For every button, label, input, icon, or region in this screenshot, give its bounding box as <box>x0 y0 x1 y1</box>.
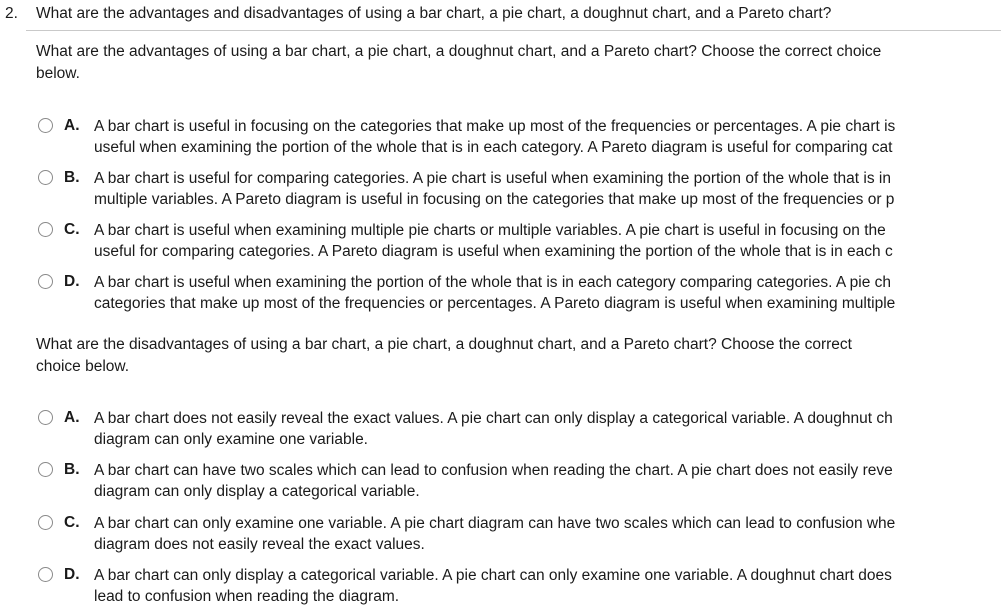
option-letter: C. <box>64 221 80 238</box>
option-text <box>94 220 1001 262</box>
option-text <box>94 513 1001 555</box>
disadvantages-prompt-line: choice below. <box>36 358 130 375</box>
option-text-line: A bar chart can only display a categorical variable. A pie chart can only examine one variable. A doughnut chart does <box>94 567 892 584</box>
option-text <box>94 460 1001 502</box>
radio-button[interactable] <box>38 274 53 289</box>
option-text-line: diagram can only examine one variable. <box>94 431 368 448</box>
radio-button[interactable] <box>38 515 53 530</box>
disadvantages-option-a[interactable] <box>38 408 1001 456</box>
option-text <box>94 168 1001 210</box>
option-letter: B. <box>64 461 80 478</box>
option-letter: D. <box>64 273 80 290</box>
radio-button[interactable] <box>38 462 53 477</box>
question-number: 2. <box>5 5 18 22</box>
option-text-line: categories that make up most of the frequencies or percentages. A Pareto diagram is useful when examining multiple <box>94 295 896 312</box>
divider <box>26 30 1001 31</box>
option-text-line: A bar chart is useful for comparing categories. A pie chart is useful when examining the portion of the whole that is in <box>94 170 891 187</box>
option-letter: D. <box>64 566 80 583</box>
advantages-prompt-line: below. <box>36 65 80 82</box>
disadvantages-prompt-line: What are the disadvantages of using a bar chart, a pie chart, a doughnut chart, and a Pareto chart? Choose the correct <box>36 336 852 353</box>
option-letter: A. <box>64 117 80 134</box>
option-text-line: multiple variables. A Pareto diagram is useful in focusing on the categories that make up most of the frequencies or p <box>94 191 895 208</box>
radio-button[interactable] <box>38 567 53 582</box>
advantages-prompt <box>36 41 996 85</box>
option-letter: A. <box>64 409 80 426</box>
option-letter: C. <box>64 514 80 531</box>
option-text <box>94 408 1001 450</box>
option-text-line: A bar chart is useful when examining the portion of the whole that is in each category comparing categories. A pie ch <box>94 274 891 291</box>
question-title: What are the advantages and disadvantages of using a bar chart, a pie chart, a doughnut chart, and a Pareto chart? <box>36 5 832 22</box>
advantages-option-b[interactable] <box>38 168 1001 216</box>
disadvantages-option-c[interactable] <box>38 513 1001 561</box>
radio-button[interactable] <box>38 170 53 185</box>
radio-button[interactable] <box>38 410 53 425</box>
option-text <box>94 565 1001 607</box>
advantages-option-a[interactable] <box>38 116 1001 164</box>
disadvantages-option-b[interactable] <box>38 460 1001 508</box>
option-text-line: diagram does not easily reveal the exact values. <box>94 536 425 553</box>
advantages-prompt-line: What are the advantages of using a bar chart, a pie chart, a doughnut chart, and a Pareto chart? Choose the correct choice <box>36 43 882 60</box>
option-text-line: A bar chart does not easily reveal the exact values. A pie chart can only display a categorical variable. A doughnut ch <box>94 410 893 427</box>
radio-button[interactable] <box>38 222 53 237</box>
option-text <box>94 116 1001 158</box>
option-text <box>94 272 1001 314</box>
option-text-line: A bar chart is useful in focusing on the categories that make up most of the frequencies or percentages. A pie chart is <box>94 118 896 135</box>
option-text-line: A bar chart is useful when examining multiple pie charts or multiple variables. A pie chart is useful in focusing on the <box>94 222 886 239</box>
option-text-line: useful for comparing categories. A Pareto diagram is useful when examining the portion of the whole that is in each c <box>94 243 893 260</box>
option-text-line: diagram can only display a categorical variable. <box>94 483 420 500</box>
option-text-line: lead to confusion when reading the diagram. <box>94 588 400 605</box>
option-text-line: useful when examining the portion of the whole that is in each category. A Pareto diagram is useful for comparing cat <box>94 139 893 156</box>
advantages-option-c[interactable] <box>38 220 1001 268</box>
disadvantages-option-d[interactable] <box>38 565 1001 613</box>
option-text-line: A bar chart can have two scales which can lead to confusion when reading the chart. A pie chart does not easily reve <box>94 462 893 479</box>
radio-button[interactable] <box>38 118 53 133</box>
disadvantages-prompt <box>36 334 996 378</box>
advantages-option-d[interactable] <box>38 272 1001 320</box>
option-letter: B. <box>64 169 80 186</box>
option-text-line: A bar chart can only examine one variable. A pie chart diagram can have two scales which can lead to confusion whe <box>94 515 896 532</box>
